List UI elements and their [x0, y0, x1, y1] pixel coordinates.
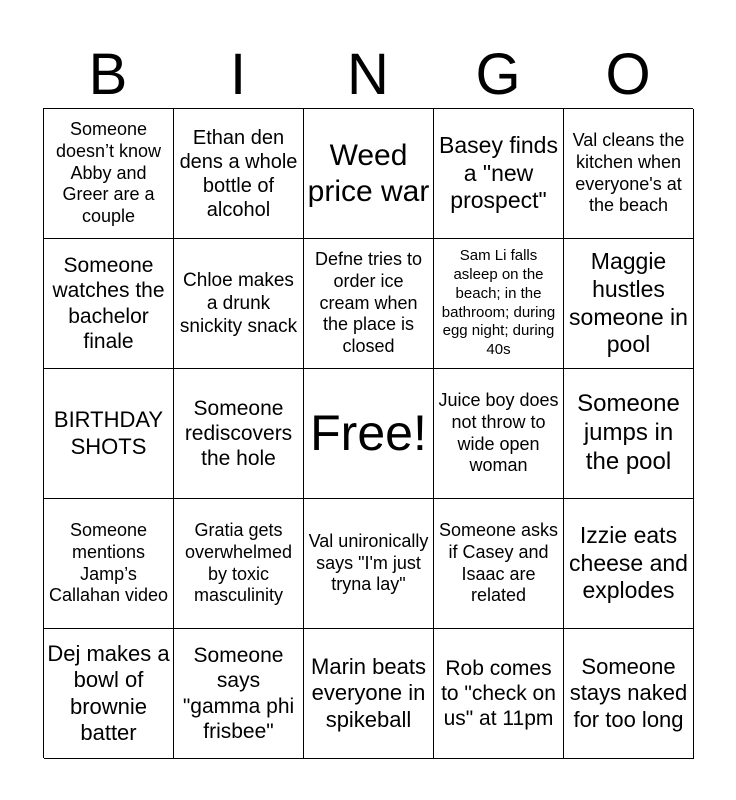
cell-text: Dej makes a bowl of brownie batter: [47, 640, 170, 745]
cell-text: Someone watches the bachelor finale: [52, 254, 165, 353]
cell-text: Maggie hustles someone in pool: [569, 248, 688, 358]
bingo-cell[interactable]: [564, 499, 694, 629]
bingo-cell[interactable]: [174, 239, 304, 369]
bingo-cell[interactable]: [174, 369, 304, 499]
cell-text: Juice boy does not throw to wide open woman: [438, 389, 559, 476]
cell-text: Val unironically says "I'm just tryna lay": [308, 530, 429, 595]
bingo-cell[interactable]: [304, 109, 434, 239]
header-letter-g: G: [475, 42, 521, 107]
bingo-cell[interactable]: [304, 239, 434, 369]
cell-text: Someone rediscovers the hole: [184, 396, 293, 471]
bingo-cell[interactable]: [44, 499, 174, 629]
cell-text: Someone stays naked for too long: [569, 653, 688, 732]
cell-text: Chloe makes a drunk snickity snack: [179, 269, 298, 338]
bingo-cell[interactable]: [304, 629, 434, 759]
cell-text: Marin beats everyone in spikeball: [311, 653, 426, 732]
bingo-cell[interactable]: [174, 109, 304, 239]
cell-text: Someone mentions Jamp’s Callahan video: [48, 519, 169, 606]
bingo-cell[interactable]: [564, 239, 694, 369]
cell-text: Rob comes to "check on us" at 11pm: [441, 656, 556, 731]
bingo-cell[interactable]: [44, 239, 174, 369]
bingo-cell[interactable]: [434, 369, 564, 499]
header-letter-b: B: [88, 42, 128, 107]
bingo-cell[interactable]: [434, 629, 564, 759]
bingo-cell[interactable]: [44, 629, 174, 759]
bingo-cell[interactable]: [434, 109, 564, 239]
cell-text: Gratia gets overwhelmed by toxic masculinity: [184, 519, 293, 606]
bingo-cell[interactable]: [564, 109, 694, 239]
cell-text: Val cleans the kitchen when everyone's at the beach: [572, 129, 685, 216]
bingo-cell[interactable]: [304, 499, 434, 629]
bingo-cell[interactable]: [174, 499, 304, 629]
bingo-cell[interactable]: [564, 629, 694, 759]
bingo-cell[interactable]: [174, 629, 304, 759]
free-space[interactable]: [304, 369, 434, 499]
bingo-header: [43, 42, 693, 108]
cell-text: Ethan den dens a whole bottle of alcohol: [179, 126, 298, 221]
cell-text: Someone says "gamma phi frisbee": [182, 644, 295, 743]
cell-text: Weed price war: [307, 139, 430, 208]
cell-text: Someone asks if Casey and Isaac are related: [438, 519, 559, 606]
bingo-cell[interactable]: [44, 109, 174, 239]
free-space-text: Free!: [310, 405, 427, 461]
cell-text: Someone doesn’t know Abby and Greer are a couple: [55, 118, 162, 227]
cell-text: Defne tries to order ice cream when the place is closed: [314, 248, 423, 357]
header-letter-i: I: [229, 42, 247, 107]
header-letter-n: N: [347, 42, 389, 107]
bingo-cell[interactable]: [44, 369, 174, 499]
bingo-cell[interactable]: [434, 239, 564, 369]
cell-text: Someone jumps in the pool: [577, 390, 680, 475]
header-letter-o: O: [605, 42, 651, 107]
cell-text: Sam Li falls asleep on the beach; in the bathroom; during egg night; during 40s: [441, 247, 556, 358]
cell-text: Izzie eats cheese and explodes: [569, 522, 688, 604]
bingo-cell[interactable]: [434, 499, 564, 629]
bingo-board: [43, 108, 693, 758]
cell-text: Basey finds a "new prospect": [439, 132, 558, 214]
bingo-cell[interactable]: [564, 369, 694, 499]
cell-text: BIRTHDAY SHOTS: [53, 407, 164, 459]
